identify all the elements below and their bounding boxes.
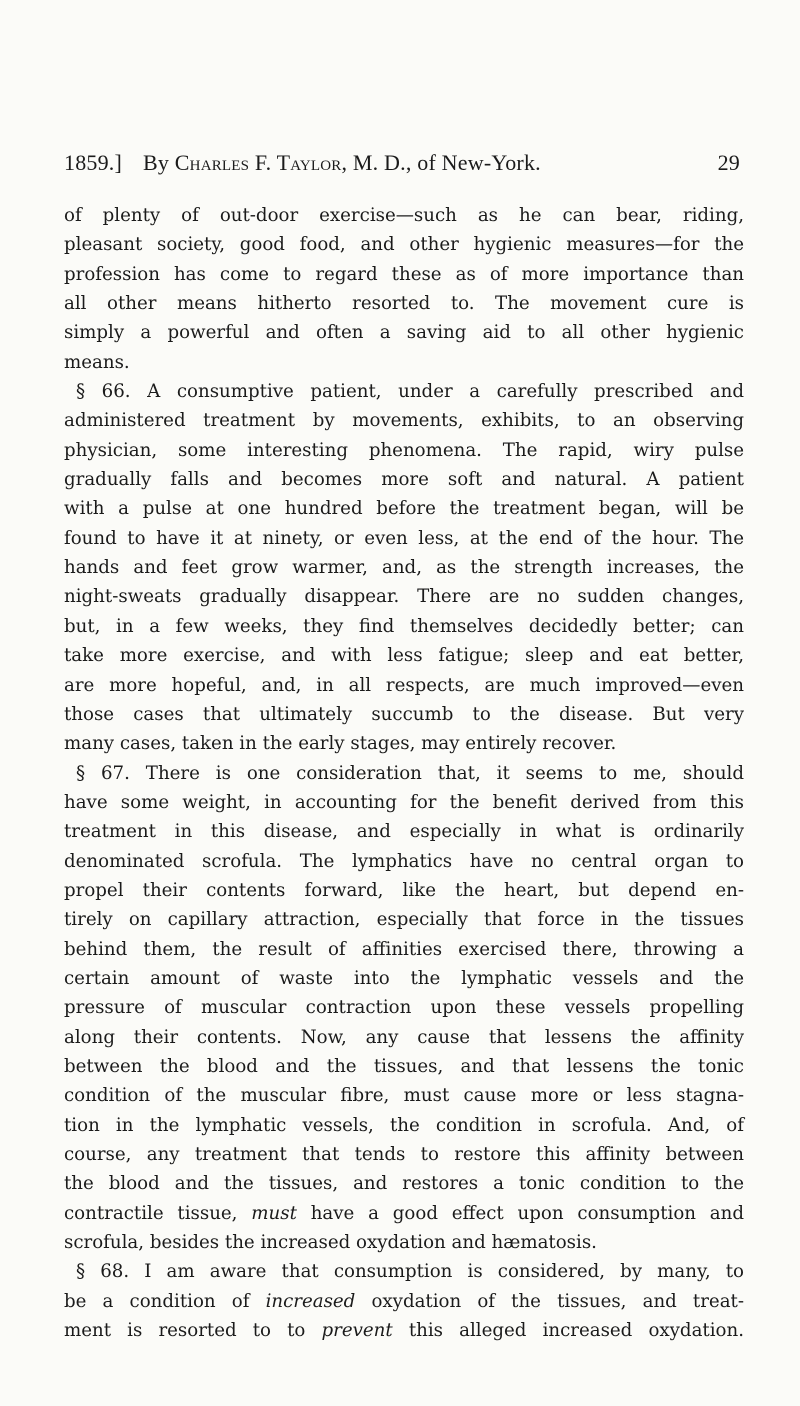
text-line-with-emphasis: be a condition of increased oxydation of the tissues, and treat-	[64, 1290, 744, 1312]
text-line: certain amount of waste into the lymphatic vessels and the	[64, 967, 744, 989]
text-line: gradually falls and becomes more soft and natural. A patient	[64, 469, 744, 491]
text-line: simply a powerful and often a saving aid to all other hygienic	[64, 322, 744, 344]
text-line: condition of the muscular fibre, must cause more or less stagna-	[64, 1085, 744, 1107]
text-line: profession has come to regard these as of more importance than	[64, 263, 744, 285]
text-line: hands and feet grow warmer, and, as the strength increases, the	[64, 557, 744, 579]
text-line: physician, some interesting phenomena. The rapid, wiry pulse	[64, 439, 744, 461]
text-line: found to have it at ninety, or even less, at the end of the hour. The	[64, 527, 744, 549]
emphasized-word: must	[251, 1202, 297, 1224]
text-line: scrofula, besides the increased oxydation and hæmatosis.	[64, 1232, 597, 1254]
body-text	[64, 201, 744, 1345]
text-line: tirely on capillary attraction, especially that force in the tissues	[64, 909, 744, 931]
text-line: along their contents. Now, any cause that lessens the affinity	[64, 1026, 744, 1048]
page-number: 29	[717, 150, 740, 175]
text-line: treatment in this disease, and especially in what is ordinarily	[64, 821, 744, 843]
header-author-suffix: of New-York.	[411, 150, 541, 175]
text-line-with-emphasis: contractile tissue, must have a good effect upon consumption and	[64, 1202, 744, 1224]
text-line: but, in a few weeks, they find themselves decidedly better; can	[64, 615, 744, 637]
text-line: all other means hitherto resorted to. The movement cure is	[64, 293, 744, 315]
text-line: those cases that ultimately succumb to the disease. But very	[64, 703, 744, 725]
header-year: 1859.]	[64, 150, 123, 175]
paragraph-68-start: § 68. I am aware that consumption is considered, by many, to	[76, 1261, 744, 1283]
text-line: take more exercise, and with less fatigue; sleep and eat better,	[64, 645, 744, 667]
text-line: pressure of muscular contraction upon these vessels propelling	[64, 997, 744, 1019]
text-line: night-sweats gradually disappear. There are no sudden changes,	[64, 586, 744, 608]
text-line: many cases, taken in the early stages, may entirely recover.	[64, 733, 617, 755]
emphasized-word: increased	[265, 1290, 356, 1312]
text-line: have some weight, in accounting for the benefit derived from this	[64, 791, 744, 813]
text-line: denominated scrofula. The lymphatics have no central organ to	[64, 850, 744, 872]
text-line: the blood and the tissues, and restores a tonic condition to the	[64, 1173, 744, 1195]
text-line: pleasant society, good food, and other hygienic measures—for the	[64, 234, 744, 256]
text-line: tion in the lymphatic vessels, the condition in scrofula. And, of	[64, 1114, 744, 1136]
paragraph-66-start: § 66. A consumptive patient, under a carefully prescribed and	[76, 381, 744, 403]
text-line: are more hopeful, and, in all respects, are much improved—even	[64, 674, 744, 696]
text-line: behind them, the result of affinities exercised there, throwing a	[64, 938, 744, 960]
text-line-with-emphasis: ment is resorted to to prevent this alleged increased oxydation.	[64, 1320, 744, 1342]
text-line: of plenty of out-door exercise—such as he can bear, riding,	[64, 205, 744, 226]
header-author	[143, 148, 541, 178]
text-line: course, any treatment that tends to restore this affinity between	[64, 1144, 744, 1165]
header-author-prefix: By	[143, 150, 175, 175]
text-line: propel their contents forward, like the heart, but depend en-	[64, 879, 744, 901]
emphasized-word: prevent	[321, 1320, 393, 1342]
header-author-name: Charles F. Taylor, M. D.,	[174, 150, 412, 175]
text-line: administered treatment by movements, exhibits, to an observing	[64, 410, 744, 432]
text-line: means.	[64, 351, 130, 373]
text-line: between the blood and the tissues, and that lessens the tonic	[64, 1055, 744, 1077]
paragraph-67-start: § 67. There is one consideration that, it seems to me, should	[76, 762, 744, 784]
text-line: with a pulse at one hundred before the treatment began, will be	[64, 498, 744, 520]
running-head	[64, 148, 740, 178]
